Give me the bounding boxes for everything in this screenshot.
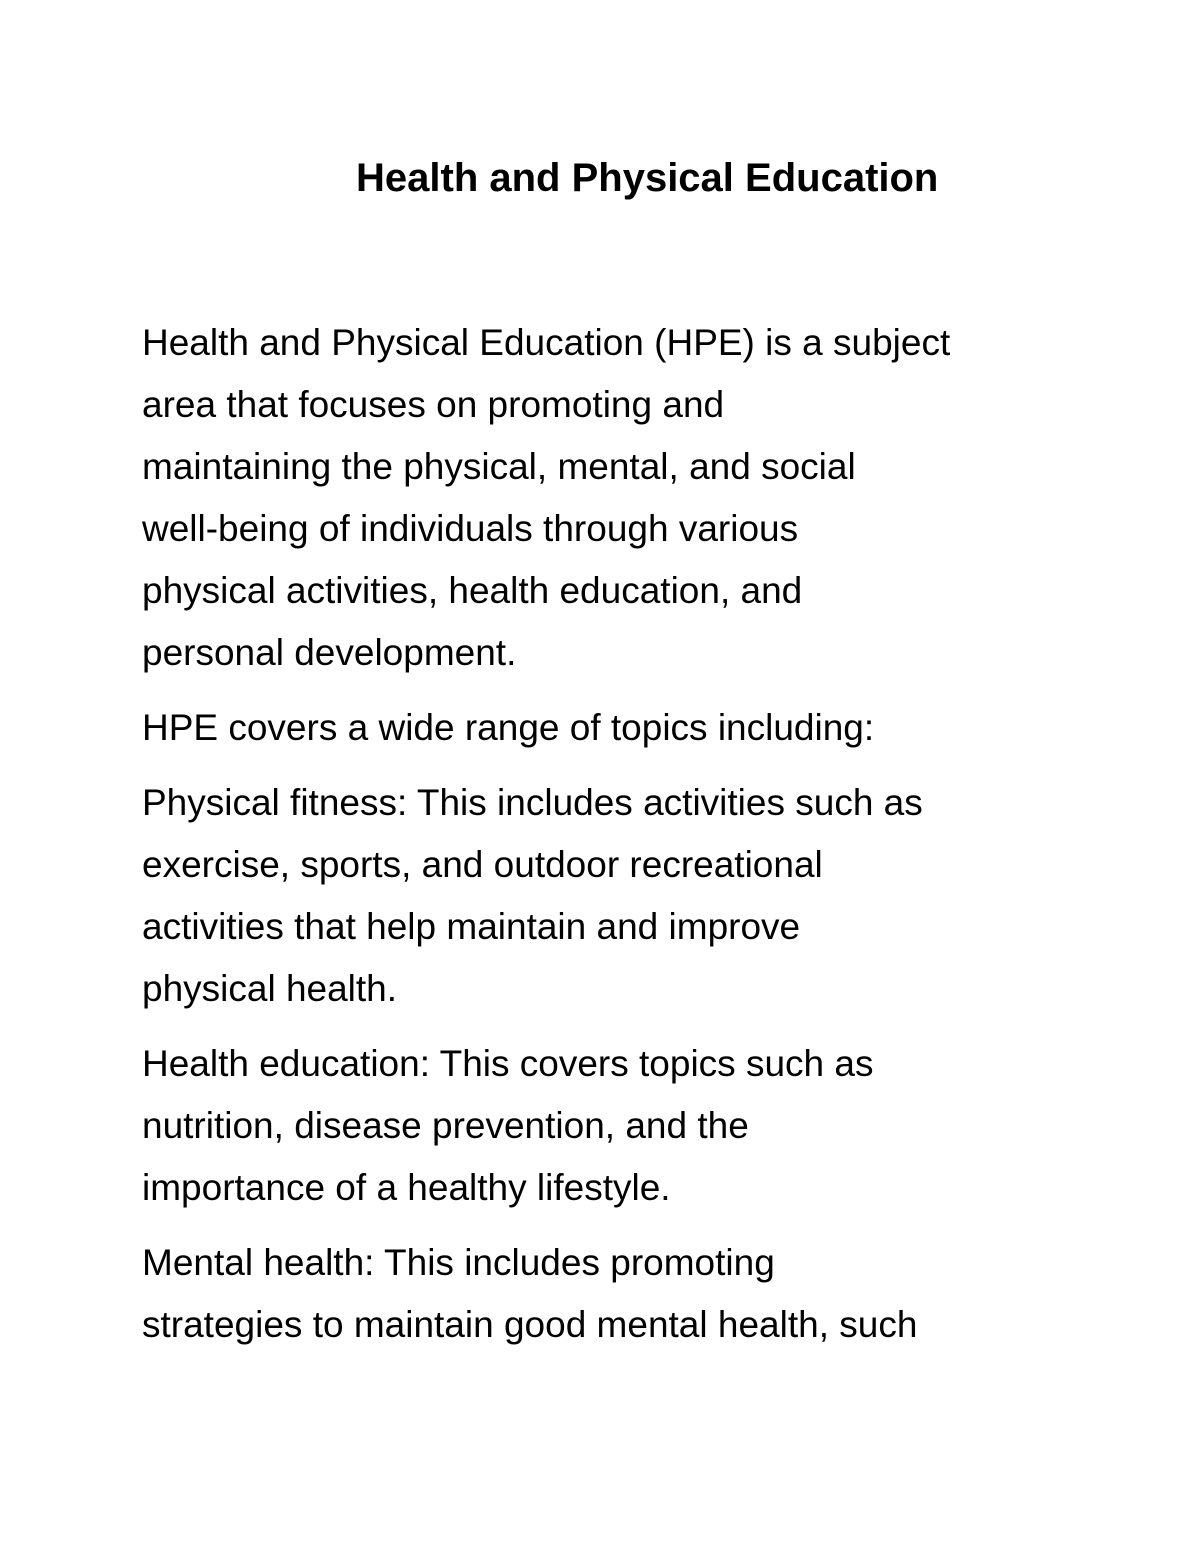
text-line: HPE covers a wide range of topics including: (142, 707, 875, 748)
text-line: Health and Physical Education (HPE) is a subject (142, 322, 951, 363)
text-line: Physical fitness: This includes activities such as (142, 782, 923, 823)
text-line: activities that help maintain and improve (142, 906, 801, 947)
paragraph-intro (142, 312, 1062, 684)
paragraph-topics-intro (142, 697, 1062, 759)
text-line: nutrition, disease prevention, and the (142, 1105, 749, 1146)
document-title: Health and Physical Education (356, 156, 939, 200)
text-line: importance of a healthy lifestyle. (142, 1167, 671, 1208)
paragraph-health-education (142, 1033, 1062, 1219)
text-line: strategies to maintain good mental health, such (142, 1304, 918, 1345)
document-body (142, 312, 1062, 1369)
paragraph-mental-health (142, 1232, 1062, 1356)
text-line: personal development. (142, 632, 517, 673)
text-line: exercise, sports, and outdoor recreational (142, 844, 823, 885)
text-line: well-being of individuals through various (142, 508, 799, 549)
paragraph-physical-fitness (142, 772, 1062, 1020)
text-line: Mental health: This includes promoting (142, 1242, 775, 1283)
text-line: area that focuses on promoting and (142, 384, 725, 425)
text-line: physical activities, health education, and (142, 570, 803, 611)
text-line: maintaining the physical, mental, and social (142, 446, 856, 487)
text-line: Health education: This covers topics such as (142, 1043, 874, 1084)
text-line: physical health. (142, 968, 398, 1009)
